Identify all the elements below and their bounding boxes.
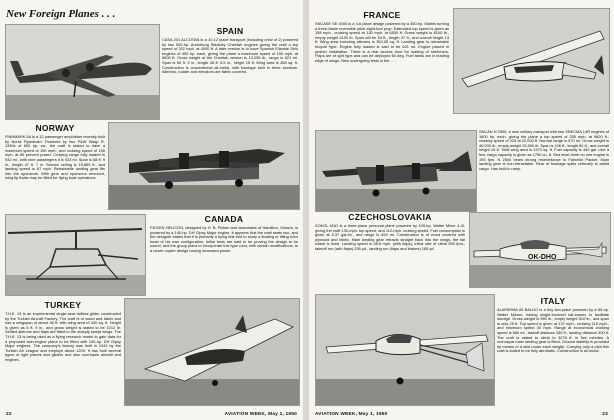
country-heading-canada: CANADA xyxy=(204,214,244,224)
sncan-n2500-photo xyxy=(315,130,477,212)
alaparma-baldo-photo xyxy=(315,294,495,406)
norway-description: FINNMARK 5A is a 12-passenger amphibian recently built by Norsk Flyindustri. Powered by two P&W Wasp R-1340s of 600 hp. ea., the craft is stated to have a maximum speed of 190 mph., and cruising speed of 156 mph. at 65 percent power. Cruising range fully loaded is 932 mi., with nine passengers it is 933 mi. Span is 58 ft. 9 in., length 47 ft. 7 in. Service ceiling is 19,685 ft., and landing speed is 67 mph. Retractable landing gear fits into the sponsons. With gear and sponsons removed, wing tip floats may be fitted for flying boat operations. xyxy=(5,134,105,181)
publication-footer-right: AVIATION WEEK, May 1, 1950 xyxy=(315,412,388,417)
page-number-left: 22 xyxy=(6,412,12,417)
sokol-m1d-photo xyxy=(469,212,611,288)
italy-description: ALAPARMA 65 BALDO is a tiny two-place powered by a 65-hp. Walter Mikron, having single-boomed tail-booms to facilitate storage. Gross weight is 950 lb., empty weight 510 lb., and span is only 25 ft. Top speed is given at 137 mph., cruising 115 mph., and minimum speed 40 mph. Range at economical cruising speed is 560 mi., takeoff distance 330 ft., landing distance 300 ft. The craft is stated to climb to 3278 ft. in five minutes. A monospar main landing gear is fitted. Ground stability is provided by means of a skid under each wingtip. Carrying only a pilot this craft is stated to be fully aerobatic. Construction is all-wood. xyxy=(497,307,609,354)
turkey-description: T.H.K. 13 is an experimental single-seat tailless glider constructed by the Turkish Aircraft Factory. The craft is of wood and fabric and has a wingspan of about 46 ft. with wing area of 430 sq. ft. Height is given as 6 ft. 9 in., and gross weight is stated to be 1012 lb. Slotted ailerons and flaps are fitted to the sharply swept wings. The T.H.K. 13 is being used as a flying research model to gain data for a proposed twin-engine plane to be fitted with 140-hp. DH Gipsy Major engines. The company's factory was built in 1941 by the Turkish Air League and employs about 1200. It has built several types of light planes and gliders and also overhauls aircraft and engines. xyxy=(5,311,121,362)
country-heading-spain: SPAIN xyxy=(216,26,244,36)
registration-marking: OK-DHO xyxy=(528,254,557,261)
country-heading-czechoslovakia: CZECHOSLOVAKIA xyxy=(348,212,432,222)
country-heading-france: FRANCE xyxy=(363,10,401,20)
czechoslovakia-description: SOKOL M1D is a three-place personal plane powered by 105-hp. Walter Minor 4-III, giving the craft 130-mph. top speed, and 112-mph. cruising speed. Fuel consumption is given at 5.37 gal./hr., and range is 620 mi. Construction is of wood covered with plywood and fabric. Main landing gear retracts straight back into the wings, the tail wheel is fixed. Landing speed is 48.6 mph. (with flaps), initial rate of climb 590 fpm., takeoff run (with flaps) 295 yd., landing run (flaps and brakes) 165 yd. xyxy=(315,223,465,251)
spain-description: CASA 201 ALCOTAN is a 10-12 place transport (including crew of 2) powered by two 500-hp. Armstrong Siddeley Cheetah engines giving the craft a top speed of 202 mph. at 4000 ft. A later version is to have Spanish Elizalde Sirio engines of 450 hp. each, giving the plane a maximum speed of 190 mph. at 6600 ft. Gross weight of the Cheetah version is 13,255 lb., range is 621 mi. Span is 60 ft. 9 in., length 45 ft. 5.5 in., height 15 ft. Wing area is 458 sq. ft. Construction is conventional all-metal, with fuselage built in three sections. Ailerons, rudder and elevators are fabric covered. xyxy=(162,37,298,75)
right-page xyxy=(309,0,614,420)
sncan-description: SNCAN N 2500, a new military transport with two SNECMA 14R engines of 1600 hp. each, giving the plane a top speed of 255 mph. at 9600 ft., cruising speed of 225 at 20,000 ft. Normal range is 970 mi. Gross weight is 40,000 lb., empty weight 25,500 lb. Span is 106 ft., length 81 ft., and overall height 19 ft. Total wing area is 1370 sq. ft. Fuel capacity is 440 gal. Like a few, cargo capacity is given as 1750 cu. ft. Sea level climb on one engine is 195 fpm. N 2500 bears strong resemblance to Fairchild Packet. Main landing gear is non-retractable. Rear of fuselage splits vertically to admit cargo. Has built-in ramp. xyxy=(479,129,609,171)
picken-helicon-photo xyxy=(5,214,146,296)
canada-description: PICKEN HELICON, designed by H. B. Picken and associates of Hamilton, Ontario, is powered by a 140-hp. DH Gipsy Major engine. It appears that the craft seats two, and the designer states that it is primarily a flying test bed to study a floating or tilting rotor head of his own configuration. Initial tests are said to be proving the design to be sound, and the group plans to incorporate this type rotor, with certain modifications, to a newer copter design having increased power. xyxy=(150,225,298,253)
casa-alcotan-photo xyxy=(5,24,160,120)
thk13-glider-photo xyxy=(124,298,300,406)
page-number-right: 23 xyxy=(602,412,608,417)
france-description: SNCASE SE 4000 is a 4-6 place design powered by a 450-hp. Mathis turning a three-blade reversible pitch eight-foot prop. Estimated top speed is given as 158 mph., cruising speed at 130 mph. at 6500 ft. Gross weight is 6100 lb., empty weight 4100 lb. Span will be 54 ft., length 37 ft., and overall height 13 ft. Wing area including ailerons is 354.05 sq. ft. Landing gear is retractable tricycle type. Engine fully loaded is said to be 621 mi. Engine placed in pusher installation. There is a rear access door for loading of stretchers. Flaps are of split type and can be deployed 60 deg. Fuel tanks are in leading edge of wings. New undergoing tests in the . . . xyxy=(315,21,449,63)
left-page xyxy=(0,0,303,420)
finnmark-amphibian-photo xyxy=(108,122,300,210)
country-heading-italy: ITALY xyxy=(540,296,566,306)
page-title: New Foreign Planes . . . xyxy=(6,8,116,20)
sncase-se4000-photo xyxy=(453,8,610,114)
publication-footer-left: AVIATION WEEK, May 1, 1950 xyxy=(224,412,297,417)
country-heading-turkey: TURKEY xyxy=(44,300,82,310)
country-heading-norway: NORWAY xyxy=(35,123,75,133)
